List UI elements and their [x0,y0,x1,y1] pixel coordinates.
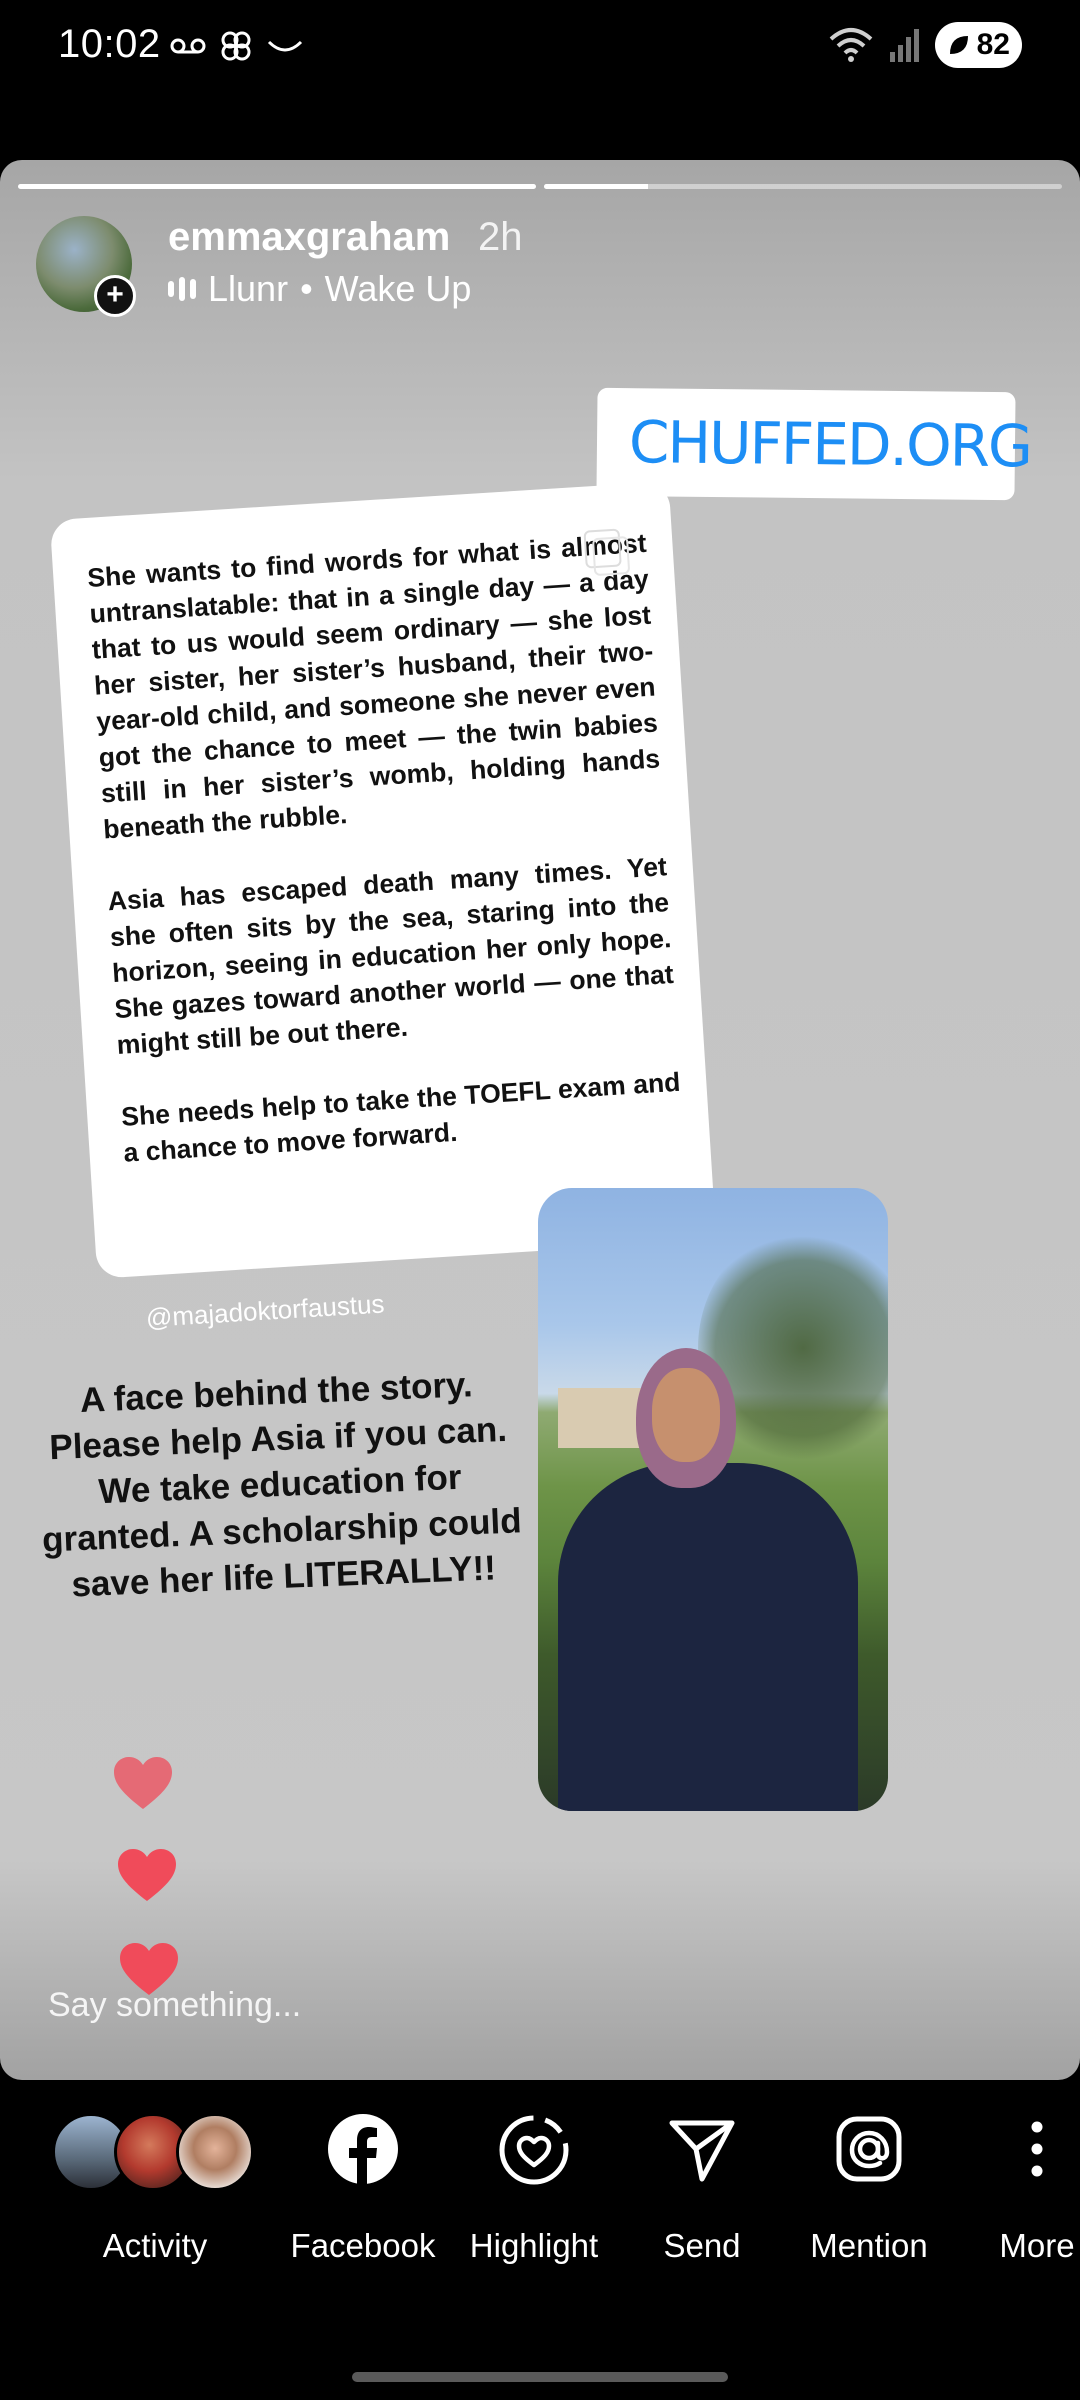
facebook-icon [327,2113,399,2185]
battery-saver-leaf-icon [947,33,971,57]
story-progress-segment [18,184,536,189]
credit-mention[interactable]: @majadoktorfaustus [145,1288,386,1333]
viewer-avatar [176,2113,254,2191]
music-track: Wake Up [324,268,472,309]
add-story-plus-icon[interactable]: + [94,275,136,317]
status-bar [0,0,1080,100]
story-progress-fill [544,184,648,189]
story-progress-bar [18,184,1062,189]
story-music-attribution[interactable] [168,268,471,310]
link-sticker[interactable] [596,388,1032,500]
status-notification-icons [170,28,304,64]
highlight-heart-icon [497,2113,571,2187]
voicemail-icon [170,36,206,56]
at-sign-icon [833,2113,905,2185]
share-highlight-label: Highlight [469,2227,599,2264]
author-username[interactable]: emmaxgraham [168,215,451,259]
music-artist: Llunr [208,268,289,309]
quote-note-sticker [50,481,716,1278]
share-mention-label: Mention [810,2227,928,2264]
story-caption: A face behind the story. Please help Asia if you can. We take education for granted. A scholarship could save her life LITERALLY!! [41,1365,523,1605]
share-bar [0,2105,1080,2285]
share-facebook-label: Facebook [290,2227,436,2264]
copy-overlay-icon-back [592,536,630,576]
battery-indicator [935,22,1022,68]
story-viewer[interactable] [0,160,1080,2080]
story-timestamp: 2h [478,215,523,259]
more-vertical-icon [1027,2119,1047,2179]
send-paper-plane-icon [666,2113,738,2185]
share-activity-label: Activity [102,2227,208,2264]
share-send-label: Send [663,2227,741,2264]
home-indicator[interactable] [352,2372,728,2382]
status-clock: 10:02 [58,22,161,66]
link-sticker-label: CHUFFED.ORG [628,408,1032,481]
note-paragraph: She wants to find words for what is almost untranslatable: that in a single day — a day that to us would seem ordinary — she lost her sister, her sister’s husband, their two-year-old child, and someone she never even got the chance to meet — the twin babies still in her sister’s womb, holding hands beneath the rubble. [86,527,661,845]
link-icon [615,416,616,468]
activity-avatars [52,2105,258,2195]
story-progress-segment [544,184,1062,189]
reply-input[interactable]: Say something... [48,1986,302,2024]
heart-icon [116,1847,178,1903]
signal-icon [889,28,919,62]
music-separator: • [300,268,313,309]
app-notification-icon [218,28,254,64]
photo-person-face [652,1368,720,1462]
status-system-icons [829,22,1022,68]
music-bars-icon [168,276,196,302]
smile-notification-icon [266,36,304,56]
note-paragraph: She needs help to take the TOEFL exam and a chance to move forward. [120,1066,682,1168]
heart-icon [112,1755,174,1811]
story-photo [538,1188,888,1811]
battery-level: 82 [976,28,1010,61]
photo-person-body [558,1463,858,1811]
story-progress-fill [18,184,536,189]
share-more-label: More [999,2227,1075,2264]
wifi-icon [829,27,873,63]
note-paragraph: Asia has escaped death many times. Yet she often sits by the sea, staring into the horizon, seeing in education her only hope. She gazes toward another world — one that might still be out there. [106,851,675,1061]
